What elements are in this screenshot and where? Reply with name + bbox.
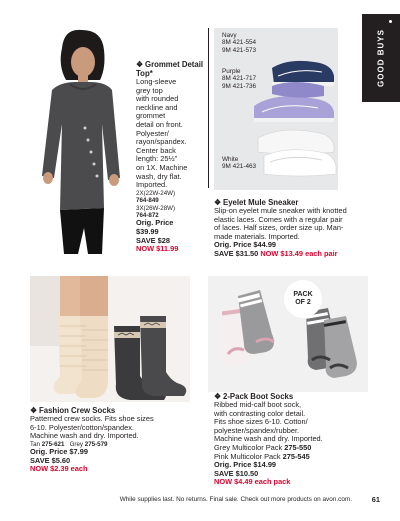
description-line: Imported.: [136, 180, 168, 190]
tab-dot-icon: [389, 20, 392, 23]
now-price: NOW $2.39 each: [30, 464, 88, 474]
woman-grey-top-illustration: [30, 28, 130, 254]
sneaker-description: [214, 198, 374, 259]
sku-number: 764-872: [136, 211, 159, 219]
color-sku: 9M 421-463: [222, 163, 257, 171]
orig-price: Orig. Price $14.99: [214, 460, 277, 470]
color-sku: 9M 421-736: [222, 82, 257, 90]
description-line: Patterned crew socks. Fits shoe sizes: [30, 414, 154, 423]
crew-socks-title: ❖ Fashion Crew Socks: [30, 406, 116, 415]
diamond-bullet-icon: ❖: [214, 392, 221, 401]
badge-line: PACK: [293, 291, 313, 298]
page-footer: [0, 493, 400, 507]
boot-socks-description: [214, 392, 374, 487]
description-line: made materials. Imported.: [214, 231, 300, 241]
description-line: elastic laces. Comes with a regular pair: [214, 214, 343, 224]
description-line: grommet: [136, 111, 166, 121]
size-option: 3X(26W-28W): [136, 204, 176, 212]
description-line: Ribbed mid-calf boot sock,: [214, 400, 302, 409]
description-line: rayon/spandex.: [136, 137, 187, 147]
pack-of-2-badge: [284, 280, 322, 318]
tan-label: Tan: [30, 440, 40, 448]
orig-price: Orig. Price $44.99: [214, 240, 277, 250]
grey-label: Grey: [69, 440, 84, 448]
description-line: Long-sleeve: [136, 77, 177, 86]
tan-sku: 275-621: [41, 440, 65, 448]
pack-sku: 275-545: [282, 451, 310, 461]
save-amount: SAVE $28: [136, 235, 170, 245]
description-line: of laces. Half sizes, order size up. Man-: [214, 223, 344, 233]
description-line: wash, dry flat.: [136, 171, 182, 181]
section-tab-label: GOOD BUYS: [376, 29, 386, 87]
color-white: [222, 156, 256, 171]
description-line: Machine wash and dry. Imported.: [214, 434, 323, 444]
grommet-top-photo: [30, 28, 130, 254]
color-sku: 8M 421-717: [222, 75, 257, 83]
color-navy: [222, 32, 256, 54]
save-amount: SAVE $31.50: [214, 248, 259, 258]
crew-socks-photo: [30, 276, 190, 402]
now-price: NOW $13.49 each pair: [260, 248, 338, 258]
description-line: Machine wash and dry. Imported.: [30, 431, 139, 441]
diamond-bullet-icon: ❖: [136, 60, 143, 69]
description-line: with contrasting color detail.: [214, 408, 306, 418]
grommet-top-title: ❖ Grommet Detail Top*: [136, 60, 204, 78]
size-option: 2X(22W-24W): [136, 189, 176, 197]
now-price: NOW $11.99: [136, 244, 179, 254]
color-name: Purple: [222, 68, 241, 75]
description-line: with rounded: [136, 94, 179, 104]
diamond-bullet-icon: ❖: [30, 406, 37, 415]
orig-price-value: $39.99: [136, 226, 159, 236]
footer-disclaimer: While supplies last. No returns. Final sale. Check out more products on avon.com.: [119, 496, 352, 503]
sneaker-title: ❖ Eyelet Mule Sneaker: [214, 198, 299, 207]
boot-socks-title: ❖ 2-Pack Boot Socks: [214, 392, 294, 401]
color-name: White: [222, 156, 239, 163]
color-sku: 9M 421-573: [222, 46, 257, 54]
color-purple: [222, 68, 256, 90]
pack-name: Grey Multicolor Pack: [214, 442, 283, 452]
save-amount: SAVE $10.50: [214, 468, 259, 478]
save-amount: SAVE $5.60: [30, 455, 71, 465]
pack-sku: 275-550: [284, 442, 312, 452]
page-number: 61: [371, 495, 380, 504]
orig-price-label: Orig. Price: [136, 218, 174, 228]
description-line: polyester/spandex/rubber.: [214, 425, 300, 435]
description-line: detail on front.: [136, 119, 183, 129]
description-line: length: 25½": [136, 154, 178, 164]
description-line: Polyester/: [136, 128, 169, 138]
description-line: neckline and: [136, 102, 178, 112]
column-divider: [208, 28, 209, 188]
description-line: Fits shoe sizes 6-10. Cotton/: [214, 417, 308, 427]
badge-line: OF 2: [295, 299, 311, 306]
description-line: 6-10. Polyester/cotton/spandex.: [30, 422, 134, 432]
sku-number: 764-849: [136, 197, 159, 205]
crew-socks-illustration: [30, 276, 190, 402]
now-price: NOW $4.49 each pack: [214, 477, 291, 487]
grommet-top-description: [136, 60, 208, 254]
orig-price: Orig. Price $7.99: [30, 447, 88, 457]
section-tab: [362, 14, 400, 102]
diamond-bullet-icon: ❖: [214, 198, 221, 207]
description-line: Center back: [136, 145, 176, 155]
crew-socks-description: [30, 406, 200, 474]
price-line: [214, 250, 374, 259]
color-name: Navy: [222, 32, 237, 39]
description-line: grey top: [136, 85, 163, 95]
description-line: Slip-on eyelet mule sneaker with knotted: [214, 206, 347, 215]
color-sku: 8M 421-554: [222, 39, 257, 47]
pack-name: Pink Multicolor Pack: [214, 451, 281, 461]
grey-sku: 275-579: [84, 440, 108, 448]
description-line: on 1X. Machine: [136, 162, 188, 172]
